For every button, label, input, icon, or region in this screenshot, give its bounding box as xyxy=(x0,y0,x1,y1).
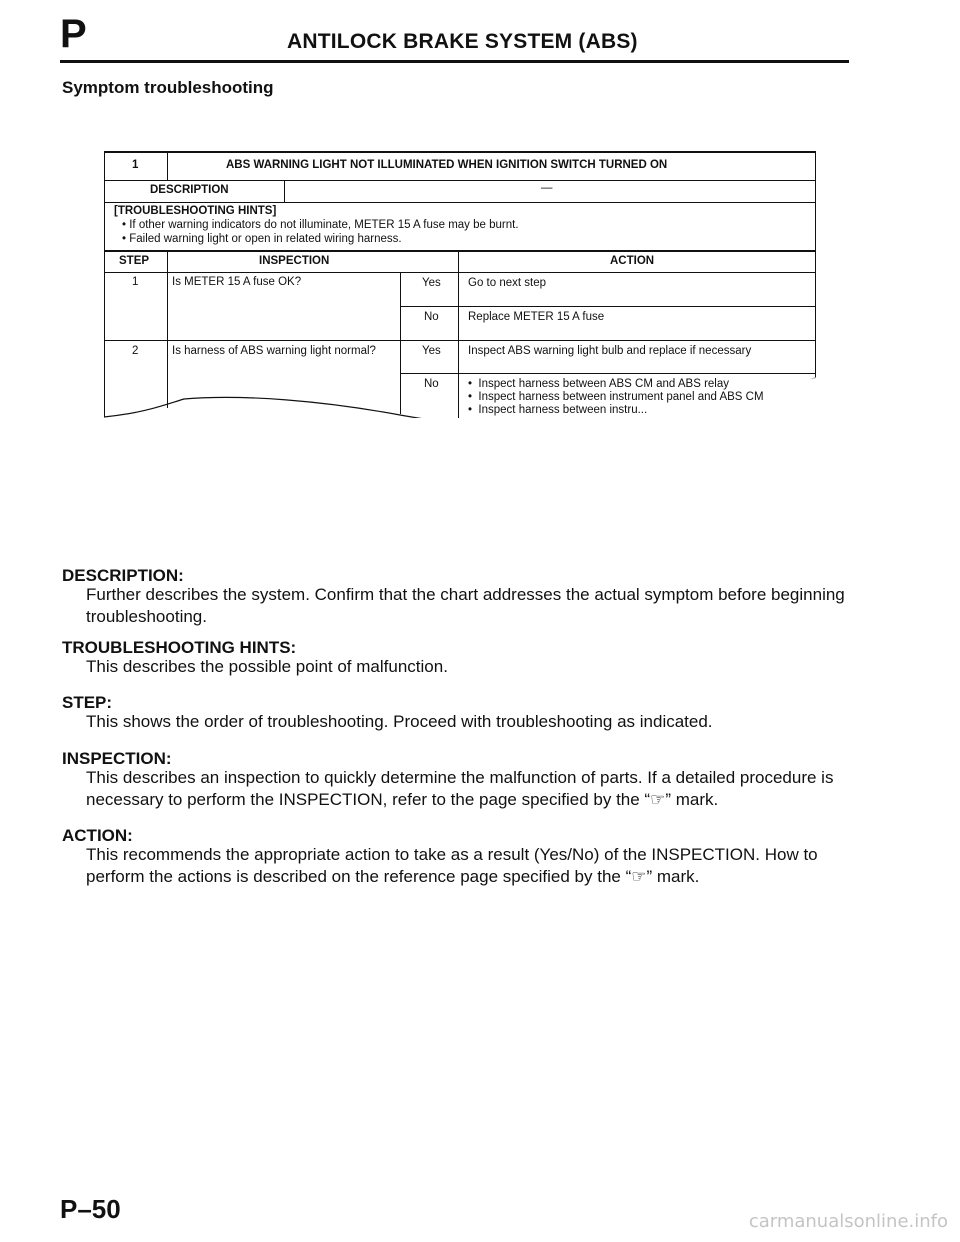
inspection-text: Is harness of ABS warning light normal? xyxy=(172,345,376,357)
definition-term: DESCRIPTION: xyxy=(62,566,184,585)
chart-title: ABS WARNING LIGHT NOT ILLUMINATED WHEN IGNITION SWITCH TURNED ON xyxy=(226,159,668,171)
section-letter: P xyxy=(60,12,87,56)
description-value: — xyxy=(541,182,553,194)
result-no: No xyxy=(424,378,439,390)
result-yes: Yes xyxy=(422,277,441,289)
action-item: • Inspect harness between instrument panel and ABS CM xyxy=(468,391,764,403)
description-label: DESCRIPTION xyxy=(150,184,229,196)
column-header-step: STEP xyxy=(119,255,150,267)
action-item: • Inspect harness between ABS CM and ABS relay xyxy=(468,378,730,390)
action-text: Inspect harness between instru... xyxy=(478,404,648,416)
action-text: Inspect ABS warning light bulb and replace if necessary xyxy=(468,345,752,357)
definition-text: This describes an inspection to quickly determine the malfunction of parts. If a detailed procedure is necessary to perform the INSPECTION, refer to the page specified by the “☞” mark. xyxy=(86,768,834,809)
hints-label: [TROUBLESHOOTING HINTS] xyxy=(114,205,277,217)
action-text: Go to next step xyxy=(468,277,546,289)
header-divider xyxy=(60,60,849,63)
definition-text: This shows the order of troubleshooting. Proceed with troubleshooting as indicated. xyxy=(86,712,713,731)
definition-text: This describes the possible point of malfunction. xyxy=(86,657,448,676)
hint-item: • If other warning indicators do not illuminate, METER 15 A fuse may be burnt. xyxy=(122,219,519,231)
action-item: • Inspect harness between instru... xyxy=(468,404,648,416)
page-number: P–50 xyxy=(60,1194,121,1224)
hint-text: If other warning indicators do not illuminate, METER 15 A fuse may be burnt. xyxy=(129,219,519,231)
column-header-inspection: INSPECTION xyxy=(259,255,330,267)
watermark: carmanualsonline.info xyxy=(748,1211,948,1232)
hint-text: Failed warning light or open in related wiring harness. xyxy=(129,233,402,245)
definition-text: This recommends the appropriate action to take as a result (Yes/No) of the INSPECTION. How to perform the actions is described on the reference page specified by the “☞” mark. xyxy=(86,845,818,886)
definition-term: ACTION: xyxy=(62,826,133,845)
result-yes: Yes xyxy=(422,345,441,357)
action-text: Inspect harness between ABS CM and ABS relay xyxy=(478,378,730,390)
column-header-action: ACTION xyxy=(610,255,655,267)
action-text: Inspect harness between instrument panel and ABS CM xyxy=(478,391,764,403)
step-number: 2 xyxy=(132,345,139,357)
section-heading: Symptom troubleshooting xyxy=(62,78,274,97)
action-text: Replace METER 15 A fuse xyxy=(468,311,605,323)
definition-text: Further describes the system. Confirm that the chart addresses the actual symptom before beginning troubleshooting. xyxy=(86,585,845,626)
page-title: ANTILOCK BRAKE SYSTEM (ABS) xyxy=(287,30,638,53)
step-number: 1 xyxy=(132,276,139,288)
definition-term: INSPECTION: xyxy=(62,749,172,768)
result-no: No xyxy=(424,311,439,323)
hint-item: • Failed warning light or open in related wiring harness. xyxy=(122,233,402,245)
inspection-text: Is METER 15 A fuse OK? xyxy=(172,276,302,288)
sample-troubleshooting-chart xyxy=(104,151,816,451)
chart-number: 1 xyxy=(132,159,139,171)
definition-term: TROUBLESHOOTING HINTS: xyxy=(62,638,297,657)
definition-term: STEP: xyxy=(62,693,113,712)
